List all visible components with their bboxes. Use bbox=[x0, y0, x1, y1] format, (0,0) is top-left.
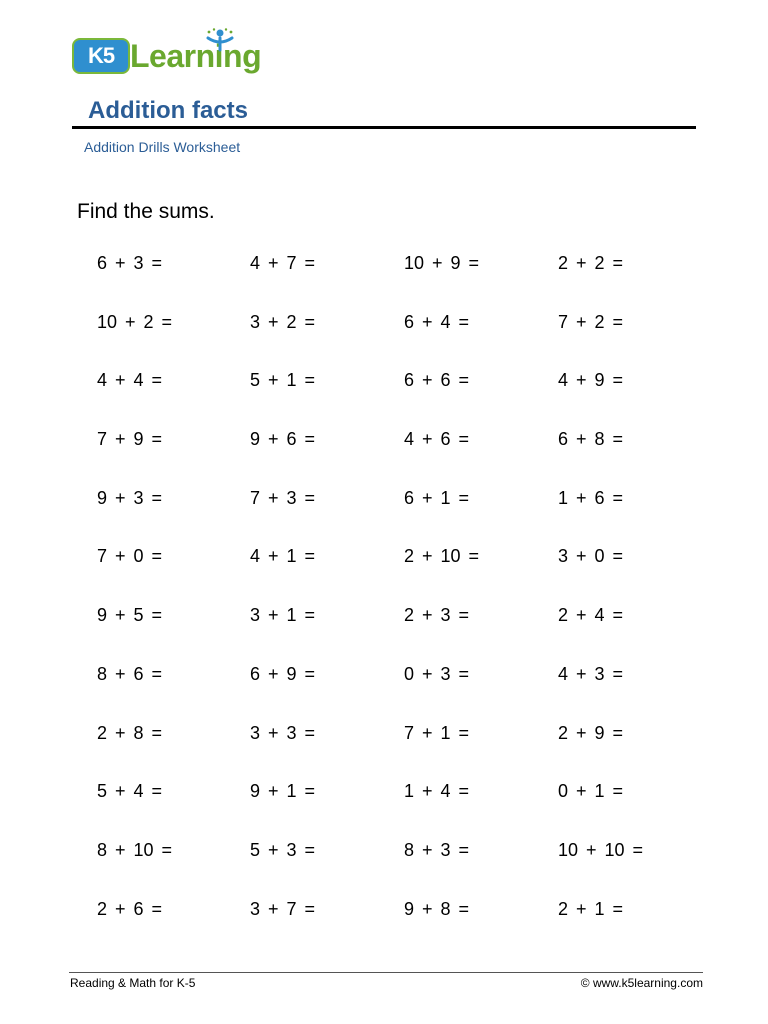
addition-problem: 9 + 5 = bbox=[97, 605, 163, 626]
footer-divider bbox=[69, 972, 703, 973]
addition-problem: 2 + 8 = bbox=[97, 722, 163, 743]
addition-problem: 8 + 3 = bbox=[404, 839, 470, 860]
logo-wordmark: Learning bbox=[130, 38, 262, 74]
footer-website: © www.k5learning.com bbox=[580, 976, 703, 990]
footer-tagline: Reading & Math for K-5 bbox=[70, 976, 196, 990]
addition-problem: 4 + 6 = bbox=[404, 429, 470, 450]
addition-problem: 8 + 6 = bbox=[97, 663, 163, 684]
addition-problem: 2 + 9 = bbox=[558, 722, 624, 743]
addition-problem: 4 + 3 = bbox=[558, 663, 624, 684]
addition-problem: 2 + 10 = bbox=[404, 546, 480, 567]
k5-learning-logo bbox=[72, 28, 264, 80]
addition-problem: 8 + 10 = bbox=[97, 839, 173, 860]
addition-problem: 7 + 3 = bbox=[250, 487, 316, 508]
addition-problem: 6 + 9 = bbox=[250, 663, 316, 684]
addition-problem: 3 + 0 = bbox=[558, 546, 624, 567]
addition-problem: 7 + 2 = bbox=[558, 311, 624, 332]
addition-problem: 3 + 3 = bbox=[250, 722, 316, 743]
addition-problem: 2 + 3 = bbox=[404, 605, 470, 626]
problem-grid bbox=[97, 250, 717, 954]
addition-problem: 7 + 1 = bbox=[404, 722, 470, 743]
page-subtitle: Addition Drills Worksheet bbox=[84, 139, 241, 155]
addition-problem: 1 + 6 = bbox=[558, 487, 624, 508]
addition-problem: 10 + 10 = bbox=[558, 839, 644, 860]
addition-problem: 4 + 9 = bbox=[558, 370, 624, 391]
addition-problem: 6 + 4 = bbox=[404, 311, 470, 332]
addition-problem: 6 + 3 = bbox=[97, 253, 163, 273]
addition-problem: 9 + 6 = bbox=[250, 429, 316, 450]
addition-problem: 4 + 4 = bbox=[97, 370, 163, 391]
addition-problem: 5 + 3 = bbox=[250, 839, 316, 860]
addition-problem: 2 + 4 = bbox=[558, 605, 624, 626]
addition-problem: 5 + 4 = bbox=[97, 781, 163, 802]
addition-problem: 6 + 6 = bbox=[404, 370, 470, 391]
addition-problem: 0 + 1 = bbox=[558, 781, 624, 802]
addition-problem: 7 + 0 = bbox=[97, 546, 163, 567]
addition-problem: 10 + 9 = bbox=[404, 253, 480, 273]
addition-problem: 6 + 1 = bbox=[404, 487, 470, 508]
addition-problem: 6 + 8 = bbox=[558, 429, 624, 450]
title-divider bbox=[72, 126, 696, 129]
addition-problem: 7 + 9 = bbox=[97, 429, 163, 450]
addition-problem: 1 + 4 = bbox=[404, 781, 470, 802]
addition-problem: 10 + 2 = bbox=[97, 311, 173, 332]
addition-problem: 9 + 1 = bbox=[250, 781, 316, 802]
addition-problem: 5 + 1 = bbox=[250, 370, 316, 391]
logo-badge: K5 bbox=[72, 38, 130, 74]
addition-problem: 2 + 1 = bbox=[558, 898, 624, 919]
page-title: Addition facts bbox=[88, 97, 248, 124]
addition-problem: 9 + 3 = bbox=[97, 487, 163, 508]
addition-problem: 4 + 1 = bbox=[250, 546, 316, 567]
addition-problem: 0 + 3 = bbox=[404, 663, 470, 684]
addition-problem: 3 + 7 = bbox=[250, 898, 316, 919]
addition-problem: 3 + 1 = bbox=[250, 605, 316, 626]
logo-figure-icon bbox=[200, 28, 240, 52]
addition-problem: 2 + 6 = bbox=[97, 898, 163, 919]
instruction-text: Find the sums. bbox=[77, 200, 215, 223]
addition-problem: 2 + 2 = bbox=[558, 253, 624, 273]
addition-problem: 9 + 8 = bbox=[404, 898, 470, 919]
addition-problem: 4 + 7 = bbox=[250, 253, 316, 273]
addition-problem: 3 + 2 = bbox=[250, 311, 316, 332]
